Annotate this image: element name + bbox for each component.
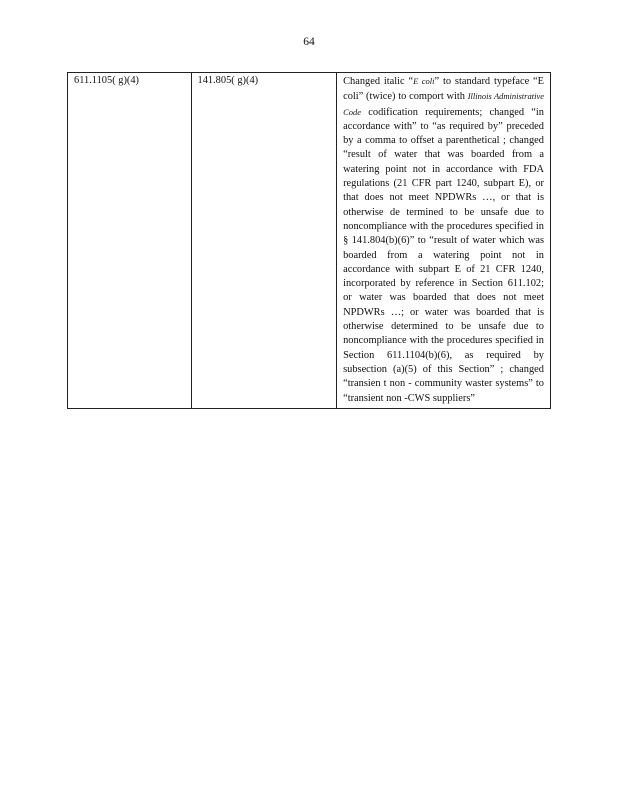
table-row <box>68 73 551 409</box>
description-part: codification requirements; changed “in accordance with” to “as required by” preceded by a comma to offset a parenthetical ; changed “result of water that was boarded from a watering point not in accordance with FDA regulations (21 CFR part 1240, subpart E), or that does not meet NPDWRs …, or that is otherwise de termined to be unsafe due to noncompliance with the procedures specified in § 141.804(b)(6)” to “result of water which was boarded from a watering point not in accordance with subpart E of 21 CFR 1240, incorporated by reference in Section 611.102; or water was boarded that does not meet NPDWRs …; or water was boarded that is otherwise determined to be unsafe due to noncompliance with the procedures specified in Section 611.1104(b)(6), as required by subsection (a)(5) of this Section” ; changed “transien t non - community waster systems” to “transient non -CWS suppliers” <box>343 106 544 404</box>
page-number: 64 <box>303 36 315 48</box>
amendments-table <box>67 72 551 409</box>
description-part: ” to standard typeface “E coli” (twice) to comport with <box>343 76 545 103</box>
description-part-italic: Illinois Administrative Code <box>343 91 544 117</box>
description-part: Changed italic “ <box>343 76 414 87</box>
description-text <box>343 74 544 406</box>
section-cell: 611.1105( g)(4) <box>68 73 192 409</box>
description-cell <box>337 73 551 409</box>
source-cell: 141.805( g)(4) <box>191 73 337 409</box>
description-part-italic: E coli <box>413 76 435 86</box>
